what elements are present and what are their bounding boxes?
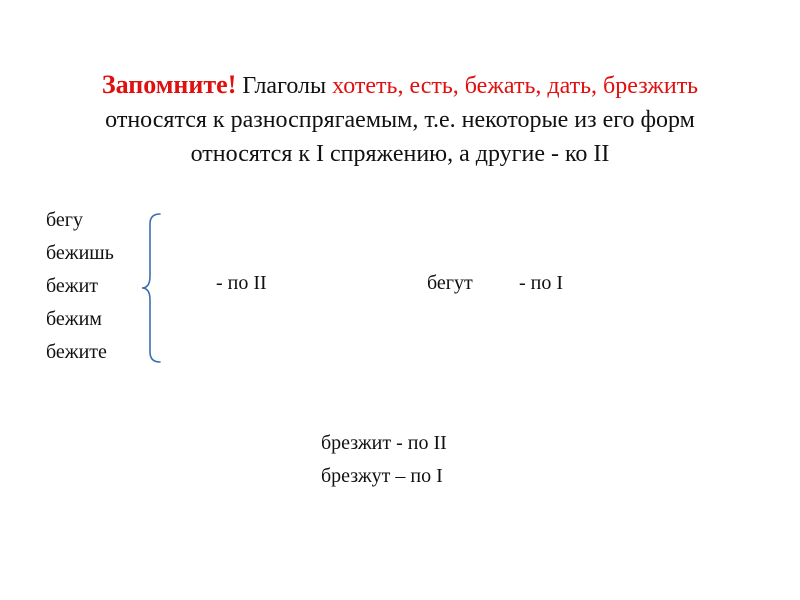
verb-form: бежите [46,341,107,363]
heading-line-2: относятся к разноспрягаемым, т.е. некоторые из его форм [105,107,695,133]
verbs-intro: Глаголы [236,73,333,99]
brezzhit-line-2: брезжут – по I [321,465,443,487]
remember-label: Запомните! [101,70,237,99]
verbs-list: хотеть, есть, бежать, дать, брезжить [332,73,699,99]
brezzhit-line-1: брезжит - по II [321,432,447,454]
verb-form: бежит [46,275,99,297]
group-conjugation-label: - по II [216,272,267,294]
heading-line-1 [40,68,760,103]
verb-form: бежишь [46,242,114,264]
slide-heading [40,68,760,171]
curly-brace-icon [140,212,180,364]
verb-forms-list [46,204,114,369]
plural-conjugation-label: - по I [519,272,564,294]
verb-form: бегу [46,209,83,231]
plural-form: бегут [427,272,473,294]
heading-line-3: относятся к I спряжению, а другие - ко II [190,141,610,167]
verb-form: бежим [46,308,102,330]
